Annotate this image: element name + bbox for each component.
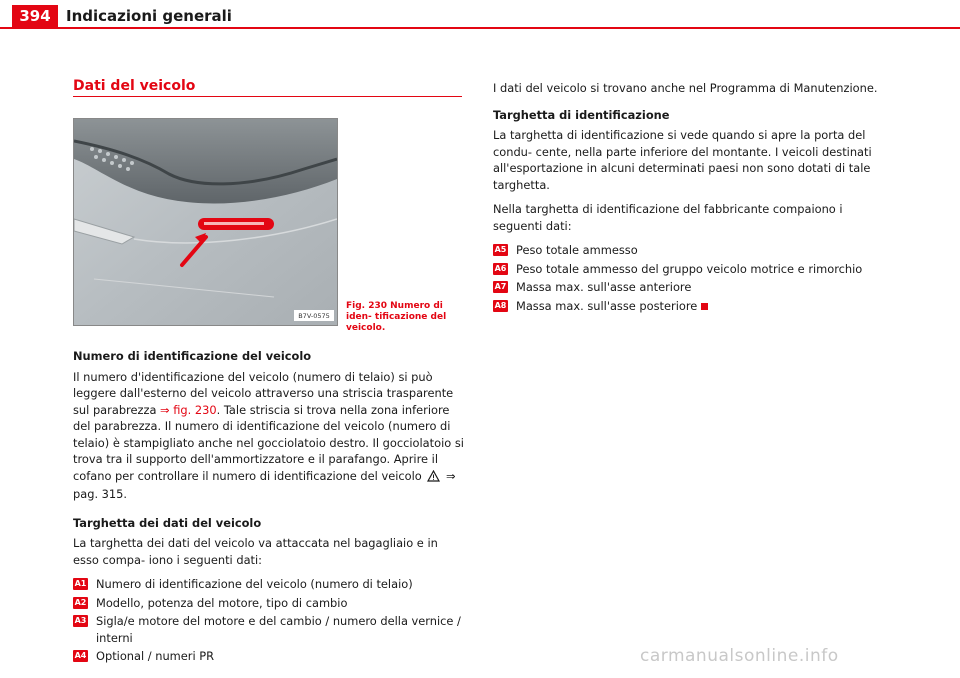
page-header (0, 0, 960, 30)
intro-paragraph: I dati del veicolo si trovano anche nel Programma di Manutenzione. (493, 81, 878, 95)
section-title: Dati del veicolo (73, 78, 196, 94)
list-item-text: Peso totale ammesso del gruppo veicolo motrice e rimorchio (516, 261, 863, 276)
windshield-illustration (74, 119, 337, 325)
list-item-text: Numero di identificazione del veicolo (numero di telaio) (96, 577, 413, 591)
list-item (73, 648, 465, 665)
id-plate-paragraph: La targhetta di identificazione si vede quando si apre la porta del condu- cente, nella parte inferiore del montante. I veicoli destinati all'esportazione in alcuni determinati paesi non sono dotati di tale targhetta. (493, 128, 872, 192)
warning-triangle-icon (427, 470, 440, 487)
vin-text-2: . Tale striscia si trova nella zona inferiore del parabrezza. Il numero di identificazione del veicolo (numero di telaio) è stampigliato anche nel gocciolatoio destro. Il gocciolatoio si trova tra il supporto dell'ammortizzatore e il parafango. Aprire il cofano per controllare il numero di identificazione del veicolo (73, 402, 464, 483)
list-item (493, 279, 893, 296)
maker-list (493, 242, 893, 314)
figure-link[interactable]: ⇒ fig. 230 (160, 402, 217, 417)
section-rule (73, 96, 462, 97)
left-column (73, 348, 465, 667)
figure-caption: Fig. 230 Numero di iden- tificazione del veicolo. (346, 301, 447, 333)
page-link[interactable]: ⇒ pag. 315. (73, 468, 456, 501)
badge-a7: A7 (494, 282, 507, 291)
list-item (73, 576, 465, 593)
right-column (493, 80, 893, 316)
figure-windshield (73, 118, 338, 326)
list-item-text: Modello, potenza del motore, tipo di cambio (96, 595, 348, 610)
list-item-text: Optional / numeri PR (96, 649, 215, 663)
id-plate-heading: Targhetta di identificazione (493, 107, 670, 122)
vin-paragraph (73, 369, 465, 503)
list-item-text: Massa max. sull'asse posteriore (516, 298, 698, 313)
page-number: 394 (12, 5, 58, 27)
vin-heading: Numero di identificazione del veicolo (73, 349, 312, 363)
section-end-mark-icon (701, 303, 708, 310)
plate-heading: Targhetta dei dati del veicolo (73, 515, 262, 530)
page-header-title: Indicazioni generali (66, 7, 232, 25)
list-item (73, 613, 465, 646)
list-item (493, 242, 893, 259)
badge-a4: A4 (74, 651, 87, 660)
plate-paragraph: La targhetta dei dati del veicolo va attaccata nel bagagliaio e in esso compa- iono i seguenti dati: (73, 536, 438, 567)
plate-list (73, 576, 465, 665)
list-item (73, 595, 465, 612)
badge-a3: A3 (74, 616, 87, 625)
badge-a2: A2 (74, 597, 87, 607)
maker-paragraph: Nella targhetta di identificazione del fabbricante compaiono i seguenti dati: (493, 202, 843, 233)
list-item (493, 298, 893, 315)
figure-code: B7V-0575 (298, 312, 330, 320)
badge-a5: A5 (494, 245, 507, 254)
badge-a8: A8 (494, 300, 507, 310)
badge-a1: A1 (74, 579, 87, 588)
watermark: carmanualsonline.info (640, 646, 839, 666)
list-item-text: Peso totale ammesso (516, 243, 638, 257)
list-item-text: Sigla/e motore del motore e del cambio / numero della vernice / interni (96, 614, 461, 645)
badge-a6: A6 (494, 263, 507, 273)
list-item-text: Massa max. sull'asse anteriore (516, 280, 692, 294)
vin-text-1: Il numero d'identificazione del veicolo (numero di telaio) si può leggere dall'esterno del veicolo attraverso una striscia trasparente sul parabrezza (73, 369, 454, 417)
header-rule (0, 27, 960, 29)
list-item (493, 261, 893, 278)
